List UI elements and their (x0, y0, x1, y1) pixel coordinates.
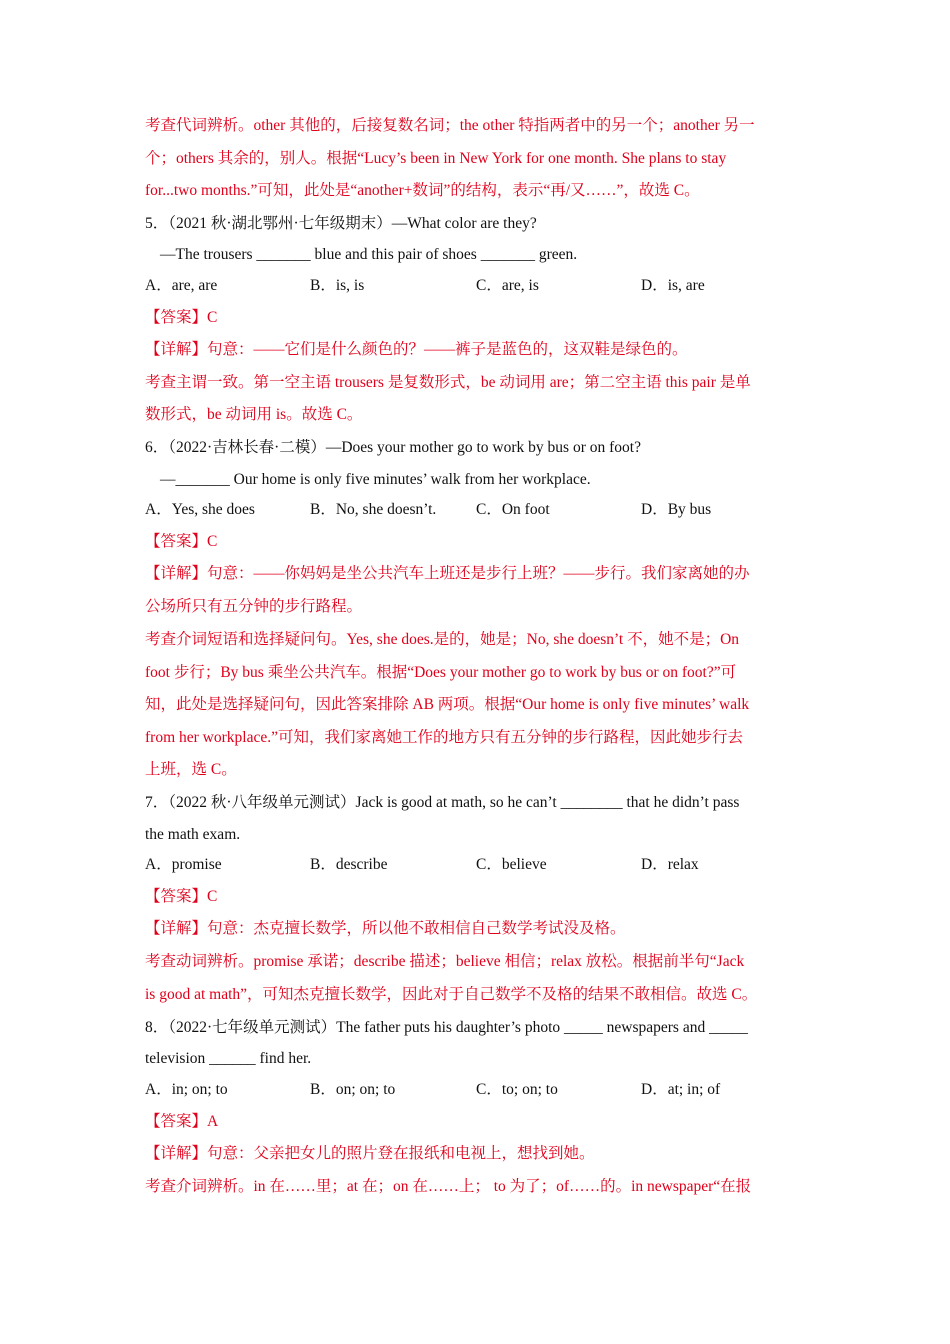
q7-stem-2: the math exam. (145, 826, 241, 843)
q6-analysis-line-1: 考查介词短语和选择疑问句。Yes, she does.是的，她是；No, she doesn’t 不，她不是；On (145, 631, 740, 648)
q6-option-c: C．On foot (476, 501, 550, 518)
q7-option-d: D．relax (641, 856, 699, 873)
q7-answer: 【答案】C (145, 888, 218, 905)
q8-option-b: B．on; on; to (310, 1081, 396, 1098)
q5-option-d: D．is, are (641, 277, 705, 294)
q8-stem: 8．（2022·七年级单元测试）The father puts his daughter’s photo _____ newspapers and _____ (145, 1019, 748, 1036)
q6-analysis-line-2: foot 步行；By bus 乘坐公共汽车。根据“Does your mother go to work by bus or on foot?”可 (145, 664, 737, 681)
q5-stem-2: —The trousers _______ blue and this pair of shoes _______ green. (160, 246, 578, 263)
q6-option-b: B．No, she doesn’t. (310, 501, 437, 518)
q5-analysis-line-2: 数形式，be 动词用 is。故选 C。 (145, 406, 363, 423)
q8-analysis-line-1: 考查介词辨析。in 在……里；at 在；on 在……上； to 为了；of……的。in newspaper“在报 (145, 1178, 752, 1195)
q8-answer: 【答案】A (145, 1113, 219, 1130)
q8-stem-2: television ______ find her. (145, 1050, 312, 1067)
q6-analysis-line-4: from her workplace.”可知，我们家离她工作的地方只有五分钟的步行路程，因此她步行去 (145, 729, 743, 746)
q6-analysis-line-5: 上班，选 C。 (145, 761, 237, 778)
q7-detail: 【详解】句意：杰克擅长数学，所以他不敢相信自己数学考试没及格。 (145, 920, 626, 937)
q6-answer: 【答案】C (145, 533, 218, 550)
q7-stem: 7．（2022 秋·八年级单元测试）Jack is good at math, so he can’t ________ that he didn’t pass (145, 794, 740, 811)
q8-option-d: D．at; in; of (641, 1081, 721, 1098)
q7-option-b: B．describe (310, 856, 388, 873)
q5-detail: 【详解】句意：——它们是什么颜色的？——裤子是蓝色的，这双鞋是绿色的。 (145, 341, 688, 358)
q5-stem: 5．（2021 秋·湖北鄂州·七年级期末）—What color are they? (145, 215, 537, 232)
q7-analysis-line-1: 考查动词辨析。promise 承诺；describe 描述；believe 相信；relax 放松。根据前半句“Jack (145, 953, 745, 970)
q5-answer: 【答案】C (145, 309, 218, 326)
q6-stem: 6．（2022·吉林长春·二模）—Does your mother go to work by bus or on foot? (145, 439, 641, 456)
q8-detail: 【详解】句意：父亲把女儿的照片登在报纸和电视上，想找到她。 (145, 1145, 595, 1162)
q7-option-c: C．believe (476, 856, 547, 873)
q8-option-a: A．in; on; to (145, 1081, 228, 1098)
q7-analysis-line-2: is good at math”，可知杰克擅长数学，因此对于自己数学不及格的结果不敢相信。故选 C。 (145, 986, 758, 1003)
q5-option-a: A．are, are (145, 277, 218, 294)
q7-option-a: A．promise (145, 856, 222, 873)
q4-analysis-line-1: 考查代词辨析。other 其他的，后接复数名词；the other 特指两者中的另一个；another 另一 (145, 117, 755, 134)
q8-option-c: C．to; on; to (476, 1081, 558, 1098)
q6-option-d: D．By bus (641, 501, 712, 518)
q6-detail-2: 公场所只有五分钟的步行路程。 (145, 598, 363, 615)
q5-analysis-line-1: 考查主谓一致。第一空主语 trousers 是复数形式，be 动词用 are；第二空主语 this pair 是单 (145, 374, 751, 391)
q6-option-a: A．Yes, she does (145, 501, 255, 518)
q4-analysis-line-3: for...two months.”可知，此处是“another+数词”的结构，表示“再/又……”，故选 C。 (145, 182, 700, 199)
q4-analysis-line-2: 个；others 其余的，别人。根据“Lucy’s been in New York for one month. She plans to stay (145, 150, 727, 167)
q6-stem-2: —_______ Our home is only five minutes’ walk from her workplace. (160, 471, 591, 488)
q5-option-c: C．are, is (476, 277, 539, 294)
q5-option-b: B．is, is (310, 277, 365, 294)
q6-detail: 【详解】句意：——你妈妈是坐公共汽车上班还是步行上班？——步行。我们家离她的办 (145, 565, 750, 582)
q6-analysis-line-3: 知，此处是选择疑问句，因此答案排除 AB 两项。根据“Our home is only five minutes’ walk (145, 696, 750, 713)
